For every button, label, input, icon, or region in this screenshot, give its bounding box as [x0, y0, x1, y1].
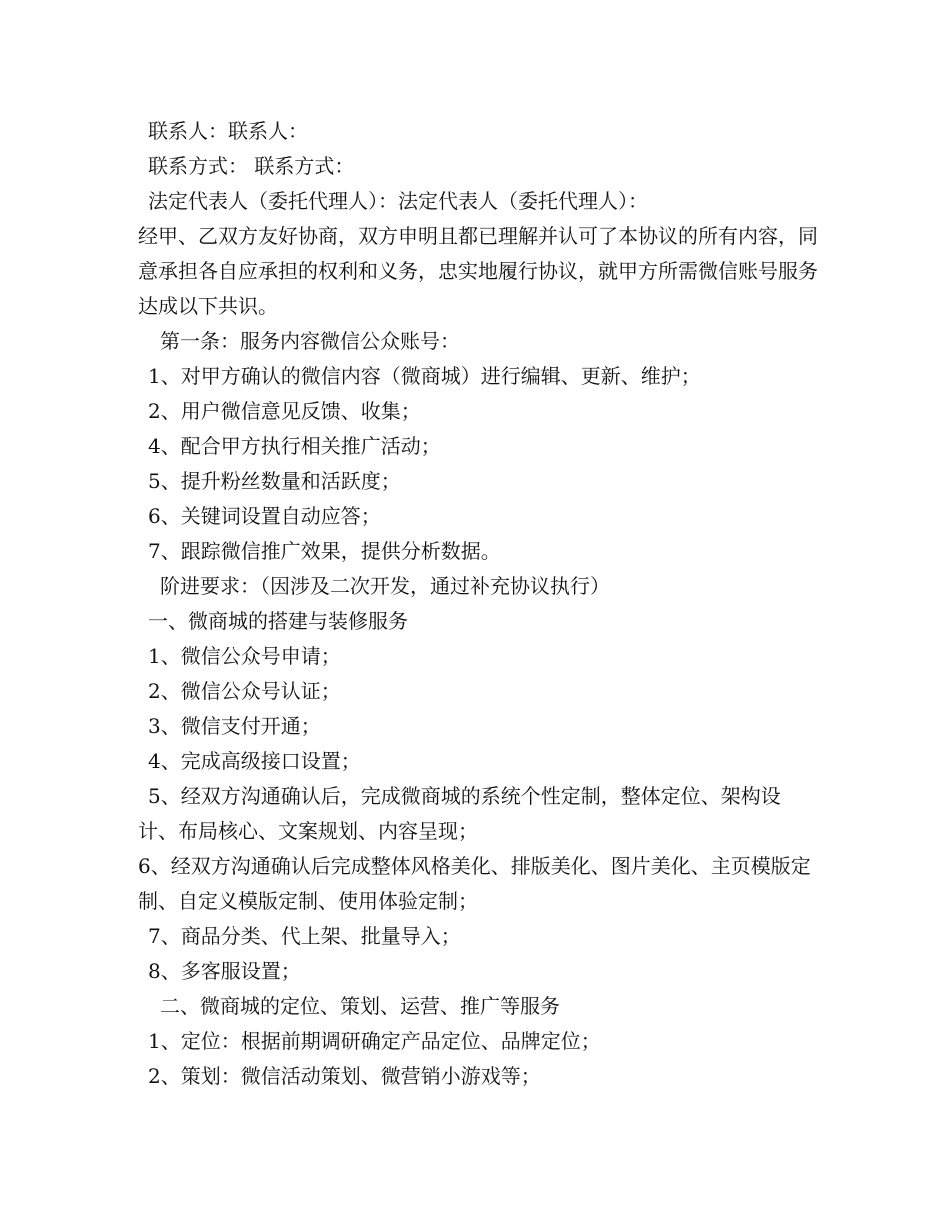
- contact-method-line: 联系方式： 联系方式：: [148, 154, 355, 178]
- service-item-2: 2、用户微信意见反馈、收集；: [148, 399, 421, 423]
- article-one-heading: 第一条：服务内容微信公众账号：: [160, 329, 460, 353]
- build-item-4: 4、完成高级接口设置；: [148, 749, 361, 773]
- build-item-2: 2、微信公众号认证；: [148, 679, 341, 703]
- service-item-6: 6、关键词设置自动应答；: [148, 504, 381, 528]
- operation-item-1: 1、定位：根据前期调研确定产品定位、品牌定位；: [148, 1029, 601, 1053]
- service-item-7: 7、跟踪微信推广效果，提供分析数据。: [148, 539, 501, 563]
- contact-person-line: 联系人：联系人：: [148, 119, 308, 143]
- legal-representative-line: 法定代表人（委托代理人）：法定代表人（委托代理人）：: [148, 189, 648, 213]
- section-one-heading: 一、微商城的搭建与装修服务: [148, 609, 408, 633]
- advanced-requirements-heading: 阶进要求：（因涉及二次开发，通过补充协议执行）: [160, 574, 610, 598]
- section-two-heading: 二、微商城的定位、策划、运营、推广等服务: [160, 994, 560, 1018]
- build-item-1: 1、微信公众号申请；: [148, 644, 341, 668]
- service-item-5: 5、提升粉丝数量和活跃度；: [148, 469, 401, 493]
- build-item-5: 5、经双方沟通确认后，完成微商城的系统个性定制，整体定位、架构设计、布局核心、文案规划、内容呈现；: [138, 784, 781, 843]
- contract-body: [138, 114, 818, 1094]
- service-item-4: 4、配合甲方执行相关推广活动；: [148, 434, 441, 458]
- build-item-7: 7、商品分类、代上架、批量导入；: [148, 924, 461, 948]
- agreement-intro-paragraph: 经甲、乙双方友好协商，双方申明且都已理解并认可了本协议的所有内容，同意承担各自应承担的权利和义务，忠实地履行协议，就甲方所需微信账号服务达成以下共识。: [138, 224, 818, 318]
- build-item-6: 6、经双方沟通确认后完成整体风格美化、排版美化、图片美化、主页模版定制、自定义模版定制、使用体验定制；: [138, 854, 811, 913]
- build-item-8: 8、多客服设置；: [148, 959, 301, 983]
- build-item-3: 3、微信支付开通；: [148, 714, 321, 738]
- service-item-1: 1、对甲方确认的微信内容（微商城）进行编辑、更新、维护；: [148, 364, 701, 388]
- operation-item-2: 2、策划：微信活动策划、微营销小游戏等；: [148, 1064, 541, 1088]
